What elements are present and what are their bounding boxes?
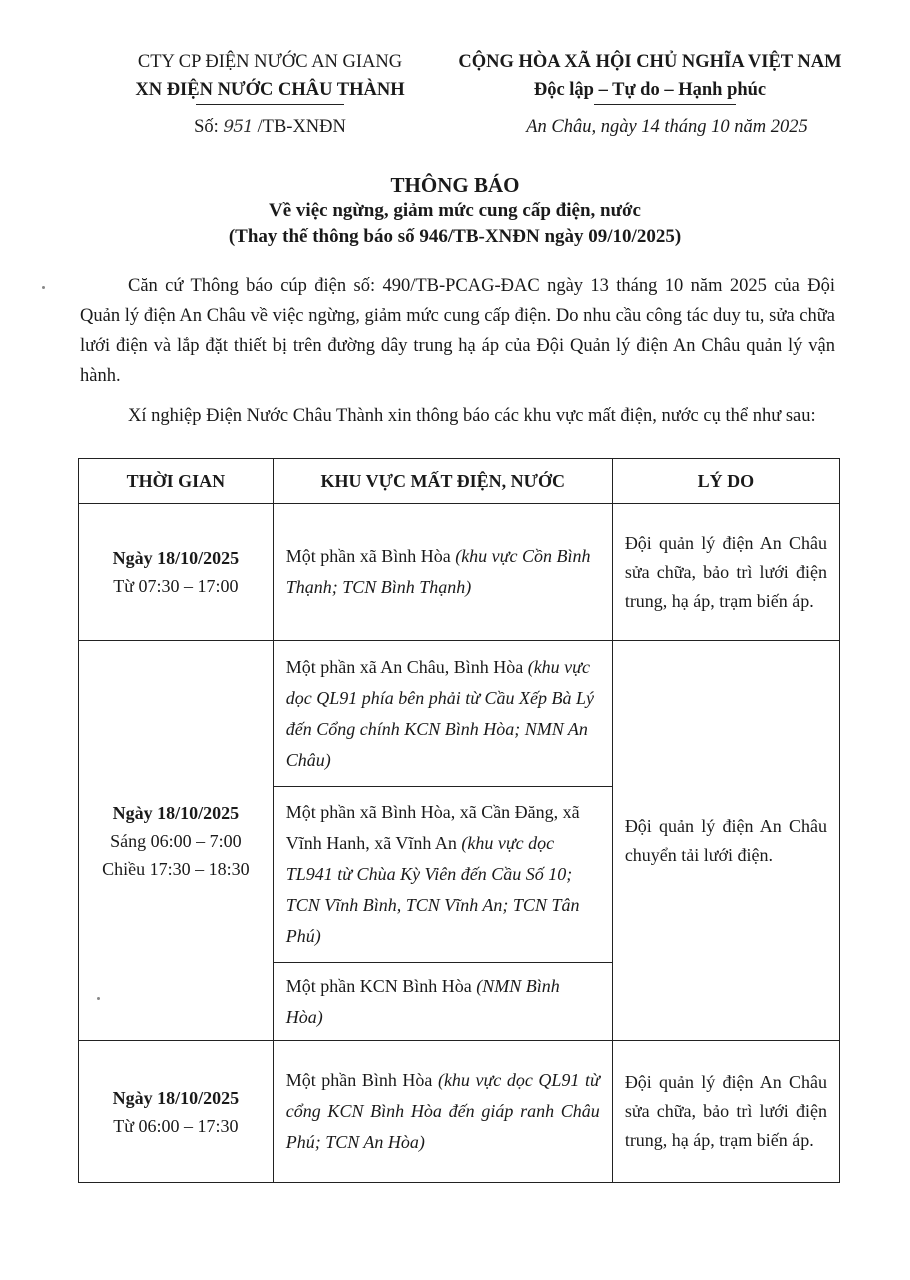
area-cell bbox=[273, 787, 612, 963]
area-cell bbox=[273, 1041, 612, 1183]
reason-cell: Đội quản lý điện An Châu sửa chữa, bảo trì lưới điện trung, hạ áp, trạm biến áp. bbox=[612, 504, 839, 641]
document-number bbox=[80, 117, 460, 138]
body-text bbox=[80, 271, 835, 431]
area-detail: (khu vực dọc QL91 phía bên phải từ Cầu Xếp Bà Lý đến Cổng chính KCN Bình Hòa; NMN An Châu) bbox=[285, 656, 595, 770]
outage-date: Ngày 18/10/2025 bbox=[112, 1087, 240, 1108]
area-text: Một phần xã Bình Hòa, xã Cần Đăng, xã Vĩnh Hanh, xã Vĩnh An bbox=[285, 802, 580, 853]
doc-number-handwritten: 951 bbox=[223, 117, 253, 137]
header-area: KHU VỰC MẤT ĐIỆN, NƯỚC bbox=[273, 459, 612, 504]
replacement-note: (Thay thế thông báo số 946/TB-XNĐN ngày 09/10/2025) bbox=[228, 226, 682, 247]
area-text: Một phần KCN Bình Hòa bbox=[285, 975, 477, 996]
area-detail: (NMN Bình Hòa) bbox=[285, 975, 560, 1027]
outage-date: Ngày 18/10/2025 bbox=[112, 802, 240, 823]
outage-schedule-table bbox=[78, 458, 840, 1183]
area-cell bbox=[273, 963, 612, 1041]
area-detail: (khu vực Cồn Bình Thạnh; TCN Bình Thạnh) bbox=[285, 546, 591, 597]
issuer-underline bbox=[196, 104, 344, 105]
scan-speck bbox=[42, 286, 45, 289]
outage-time: Chiều 17:30 – 18:30 bbox=[102, 858, 250, 879]
issuer-block bbox=[80, 48, 460, 138]
country-name: CỘNG HÒA XÃ HỘI CHỦ NGHĨA VIỆT NAM bbox=[458, 52, 842, 72]
area-text: Một phần Bình Hòa bbox=[285, 1070, 438, 1090]
outage-date: Ngày 18/10/2025 bbox=[112, 548, 240, 568]
document-title: THÔNG BÁO bbox=[390, 173, 520, 197]
table-row bbox=[79, 1041, 840, 1183]
area-detail: (khu vực dọc TL941 từ Chùa Kỳ Viên đến Cầu Số 10; TCN Vĩnh Bình, TCN Vĩnh An; TCN Tân Phú) bbox=[285, 833, 580, 946]
area-detail: (khu vực dọc QL91 từ cổng KCN Bình Hòa đến giáp ranh Châu Phú; TCN An Hòa) bbox=[285, 1070, 600, 1152]
outage-time: Sáng 06:00 – 7:00 bbox=[110, 830, 242, 851]
paragraph-basis: Căn cứ Thông báo cúp điện số: 490/TB-PCAG-ĐAC ngày 13 tháng 10 năm 2025 của Đội Quản lý điện An Châu về việc ngừng, giảm mức cung cấp điện. Do nhu cầu công tác duy tu, sửa chữa lưới điện và lắp đặt thiết bị trên đường dây trung hạ áp của Đội Quản lý điện An Châu quản lý vận hành. bbox=[80, 276, 835, 386]
paragraph-announcement: Xí nghiệp Điện Nước Châu Thành xin thông báo các khu vực mất điện, nước cụ thể như sau: bbox=[128, 406, 816, 426]
document-subject: Về việc ngừng, giảm mức cung cấp điện, nước bbox=[269, 200, 641, 221]
reason-cell: Đội quản lý điện An Châu sửa chữa, bảo trì lưới điện trung, hạ áp, trạm biến áp. bbox=[612, 1041, 839, 1183]
issuing-unit: XN ĐIỆN NƯỚC CHÂU THÀNH bbox=[135, 80, 405, 100]
parent-organization: CTY CP ĐIỆN NƯỚC AN GIANG bbox=[137, 52, 403, 72]
time-cell bbox=[79, 641, 274, 1041]
motto-underline bbox=[594, 104, 736, 105]
area-text: Một phần xã Bình Hòa bbox=[285, 546, 456, 566]
header-reason: LÝ DO bbox=[612, 459, 839, 504]
time-cell bbox=[79, 504, 274, 641]
place-and-date: An Châu, ngày 14 tháng 10 năm 2025 bbox=[526, 117, 808, 137]
header-time: THỜI GIAN bbox=[79, 459, 274, 504]
area-cell bbox=[273, 504, 612, 641]
area-text: Một phần xã An Châu, Bình Hòa bbox=[285, 656, 528, 677]
outage-time: Từ 06:00 – 17:30 bbox=[113, 1115, 239, 1136]
reason-cell: Đội quản lý điện An Châu chuyển tải lưới điện. bbox=[612, 641, 839, 1041]
outage-time: Từ 07:30 – 17:00 bbox=[113, 576, 239, 596]
table-row bbox=[79, 641, 840, 787]
document-title-block bbox=[0, 172, 910, 250]
scan-speck bbox=[97, 997, 100, 1000]
table-header-row bbox=[79, 459, 840, 504]
national-header bbox=[440, 48, 860, 138]
doc-number-label: Số: bbox=[194, 117, 219, 137]
national-motto: Độc lập – Tự do – Hạnh phúc bbox=[533, 80, 767, 100]
doc-number-suffix: /TB-XNĐN bbox=[257, 117, 346, 137]
area-cell bbox=[273, 641, 612, 787]
time-cell bbox=[79, 1041, 274, 1183]
table-row bbox=[79, 504, 840, 641]
